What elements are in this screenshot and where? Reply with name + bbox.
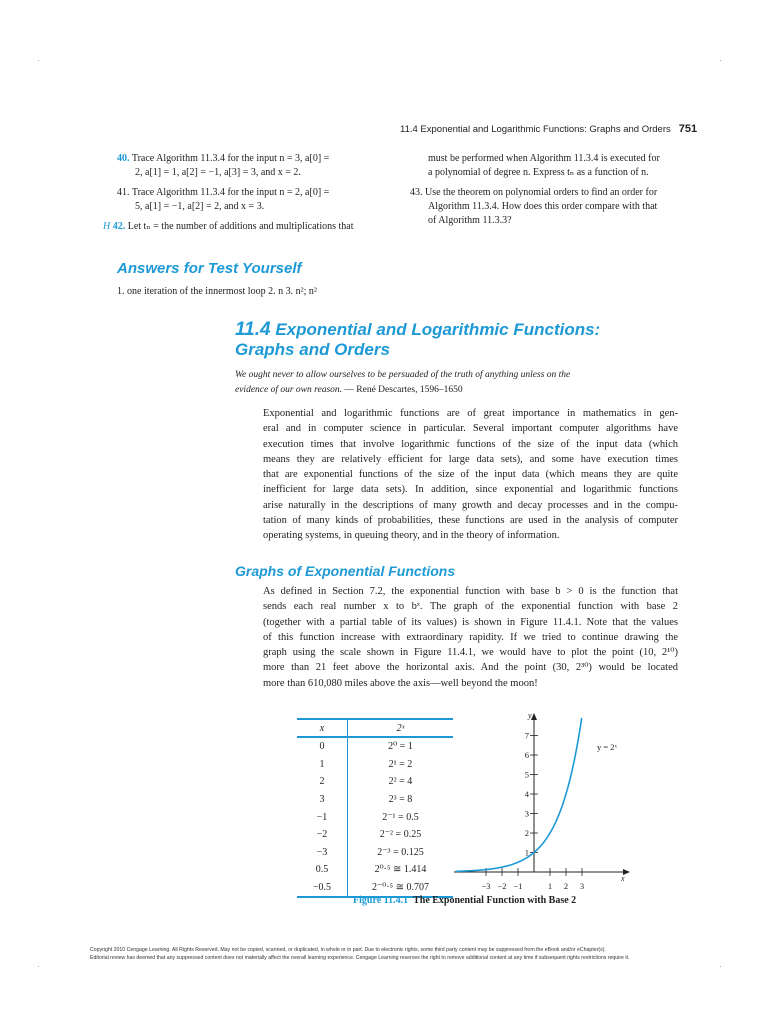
values-table-wrap bbox=[297, 718, 453, 898]
paragraph-line: (together with a partial table of its values) is shown in Figure 11.4.1. Note that the values bbox=[263, 616, 678, 628]
table-row bbox=[297, 737, 453, 756]
paragraph-line: tation of many kinds of probabilities, these functions are used in the analysis of computer bbox=[263, 515, 678, 527]
exercise-line: a polynomial of degree n. Express tₙ as a function of n. bbox=[428, 167, 649, 178]
running-head-title: 11.4 Exponential and Logarithmic Functions: Graphs and Orders bbox=[400, 124, 671, 135]
table-cell-x: 2 bbox=[297, 773, 348, 791]
table-row bbox=[297, 861, 453, 879]
exercise-number: 41. bbox=[117, 187, 130, 198]
paragraph-line: execution times that involve logarithmic functions of the size of the input data (which bbox=[263, 438, 678, 450]
table-header-x: x bbox=[297, 719, 348, 737]
table-cell-x: −0.5 bbox=[297, 879, 348, 898]
table-cell-x: −1 bbox=[297, 808, 348, 826]
paragraph-line: arise naturally in the descriptions of many growth and decay processes and in the compu- bbox=[263, 499, 678, 511]
paragraph-line: graph using the scale shown in Figure 11.4.1, we would have to plot the point (10, 2¹⁰) bbox=[263, 647, 678, 659]
paragraph-line: operating systems, in queuing theory, and in the theory of information. bbox=[263, 530, 560, 542]
x-tick-label: 1 bbox=[547, 881, 553, 891]
exponential-graph bbox=[450, 708, 635, 893]
table-cell-value: 2⁻¹ = 0.5 bbox=[382, 811, 419, 823]
table-cell-x: 3 bbox=[297, 791, 348, 809]
table-row bbox=[297, 844, 453, 862]
running-header bbox=[400, 123, 698, 135]
table-cell-value: 2¹ = 2 bbox=[388, 758, 413, 770]
x-tick-label: −1 bbox=[513, 881, 523, 891]
exercise-line: Trace Algorithm 11.3.4 for the input n = 3, a[0] = bbox=[131, 153, 330, 164]
exercise-line: Trace Algorithm 11.3.4 for the input n = 2, a[0] = bbox=[131, 187, 330, 198]
quote-attribution: — René Descartes, 1596–1650 bbox=[342, 385, 463, 395]
table-cell-x: −2 bbox=[297, 826, 348, 844]
paragraph-line: inefficient for large data sets). In addition, since exponential and logarithmic functions bbox=[263, 484, 678, 496]
paragraph-line: sends each real number x to bˣ. The graph of the exponential function with base 2 bbox=[263, 601, 678, 613]
exercise-line: Algorithm 11.3.4. How does this order compare with that bbox=[428, 201, 658, 212]
x-tick-label: 3 bbox=[579, 881, 585, 891]
paragraph-line: means they are relatively efficient for large data sets), and some have execution times bbox=[263, 453, 678, 465]
figure-title: The Exponential Function with Base 2 bbox=[413, 895, 577, 906]
exercise-42-continued bbox=[410, 152, 685, 180]
table-cell-value: 2⁰·⁵ ≅ 1.414 bbox=[374, 864, 427, 876]
corner-mark bbox=[720, 60, 721, 61]
y-tick-label: 2 bbox=[524, 828, 529, 838]
table-cell-value: 2⁰ = 1 bbox=[388, 741, 413, 753]
exercise-line: of Algorithm 11.3.3? bbox=[428, 215, 512, 226]
paragraph-line: As defined in Section 7.2, the exponential function with base b > 0 is the function that bbox=[263, 586, 678, 597]
corner-mark bbox=[720, 966, 721, 967]
answers-text: 1. one iteration of the innermost loop 2. n 3. n²; n² bbox=[117, 286, 317, 297]
table-cell-x: 0.5 bbox=[297, 861, 348, 879]
intro-paragraph bbox=[263, 406, 678, 544]
paragraph-line: Exponential and logarithmic functions are of great importance in mathematics in gen- bbox=[263, 408, 678, 419]
table-row bbox=[297, 808, 453, 826]
answers-heading: Answers for Test Yourself bbox=[117, 260, 302, 277]
subsection-heading: Graphs of Exponential Functions bbox=[235, 563, 456, 579]
exercise-number: 40. bbox=[117, 153, 130, 164]
values-table bbox=[297, 718, 453, 898]
section-title-line: Graphs and Orders bbox=[235, 340, 390, 359]
y-axis-arrow bbox=[531, 713, 537, 720]
quote-line: We ought never to allow ourselves to be persuaded of the truth of anything unless on the bbox=[235, 370, 571, 380]
x-axis-label: x bbox=[621, 874, 625, 883]
exponential-paragraph bbox=[263, 584, 678, 691]
copyright-line: Editorial review has deemed that any suppressed content does not materially affect the overall learning experience. Cengage Learning reserves the right to remove additional content at any time if subsequent rights restrictions require it. bbox=[90, 955, 630, 961]
exercise-41 bbox=[117, 186, 385, 214]
y-tick-label: 4 bbox=[524, 789, 529, 799]
paragraph-line: more than 610,080 miles above the axis—well beyond the moon! bbox=[263, 677, 538, 689]
y-tick-label: 3 bbox=[524, 808, 529, 819]
y-tick-label: 6 bbox=[524, 750, 529, 760]
paragraph-line: of this function increase with extraordinary rapidity. If we tried to continue drawing the bbox=[263, 631, 678, 643]
figure-label: Figure 11.4.1 bbox=[353, 895, 409, 906]
exercise-number: 43. bbox=[410, 187, 423, 198]
exercise-line: Let tₙ = the number of additions and multiplications that bbox=[127, 221, 354, 232]
quote-line: evidence of our own reason. bbox=[235, 385, 343, 395]
figure-caption bbox=[353, 895, 576, 906]
section-title bbox=[235, 320, 600, 360]
section-title-line: Exponential and Logarithmic Functions: bbox=[275, 320, 601, 339]
exercise-42 bbox=[103, 220, 388, 234]
paragraph-line: that are exponential functions of the size of the input data (which means they are quite bbox=[263, 469, 678, 481]
table-header-value: 2ˣ bbox=[348, 719, 454, 737]
exercise-number: 42. bbox=[112, 221, 126, 232]
table-cell-value: 2³ = 8 bbox=[388, 794, 413, 806]
x-tick-label: −2 bbox=[497, 881, 507, 891]
exercise-line: 2, a[1] = 1, a[2] = −1, a[3] = 3, and x = 2. bbox=[135, 167, 301, 178]
curve-label: y = 2ˣ bbox=[597, 742, 618, 752]
table-row bbox=[297, 791, 453, 809]
y-tick-label: 1 bbox=[524, 847, 529, 858]
paragraph-line: eral and in computer science in particular. Several important computer algorithms have bbox=[263, 423, 678, 435]
table-cell-x: 1 bbox=[297, 756, 348, 774]
copyright-line: Copyright 2010 Cengage Learning. All Rights Reserved. May not be copied, scanned, or duplicated, in whole or in part. Due to electronic rights, some third party content may be suppressed from the eBook and/or eChapter(s). bbox=[90, 947, 606, 953]
x-tick-label: 2 bbox=[563, 881, 569, 891]
page-number: 751 bbox=[678, 123, 698, 135]
table-cell-value: 2⁻⁰·⁵ ≅ 0.707 bbox=[348, 879, 454, 898]
table-cell-x: −3 bbox=[297, 844, 348, 862]
exponential-curve bbox=[456, 718, 582, 871]
exercise-40 bbox=[117, 152, 385, 180]
table-cell-value: 2⁻² = 0.25 bbox=[379, 829, 422, 841]
paragraph-line: more than 21 feet above the horizontal axis. And the point (30, 2³⁰) would be located bbox=[263, 662, 678, 674]
section-number: 11.4 bbox=[235, 319, 271, 340]
table-row bbox=[297, 773, 453, 791]
corner-mark bbox=[38, 966, 39, 967]
table-row bbox=[297, 756, 453, 774]
y-axis-label: y bbox=[528, 711, 532, 720]
hint-marker: H bbox=[103, 221, 111, 232]
corner-mark bbox=[38, 60, 39, 61]
exercise-43 bbox=[410, 186, 685, 228]
epigraph bbox=[235, 368, 635, 398]
exercise-line: must be performed when Algorithm 11.3.4 is executed for bbox=[428, 153, 660, 164]
copyright-footer bbox=[90, 946, 629, 962]
table-row bbox=[297, 826, 453, 844]
table-cell-value: 2² = 4 bbox=[388, 776, 413, 788]
exercise-line: Use the theorem on polynomial orders to find an order for bbox=[425, 187, 658, 198]
table-cell-x: 0 bbox=[297, 737, 348, 756]
y-tick-label: 7 bbox=[524, 730, 529, 741]
x-tick-label: −3 bbox=[481, 881, 491, 891]
exercise-line: 5, a[1] = −1, a[2] = 2, and x = 3. bbox=[135, 201, 265, 212]
y-tick-label: 5 bbox=[524, 769, 529, 780]
table-cell-value: 2⁻³ = 0.125 bbox=[377, 846, 424, 858]
